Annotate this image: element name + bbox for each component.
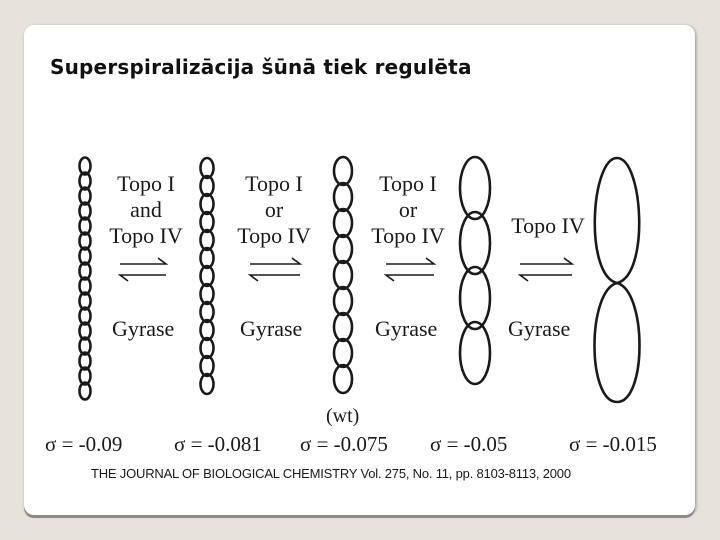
equilibrium-arrows-2 [250,258,300,281]
dna-supercoil-icon-1 [80,158,91,400]
slide-title: Superspiralizācija šūnā tiek regulēta [50,55,472,79]
enzyme-line: Topo IV [511,213,585,238]
forward-enzyme-label-2 [232,171,316,249]
enzyme-line: Topo IV [109,223,183,248]
enzyme-line: Topo IV [237,223,311,248]
sigma-value-4: σ = -0.05 [430,432,508,456]
reverse-enzyme-label-3: Gyrase [375,316,438,341]
dna-supercoil-icon-5 [595,158,640,402]
reverse-enzyme-label-4: Gyrase [508,316,571,341]
conjunction-line: or [398,197,418,222]
slide [24,25,695,515]
forward-enzyme-label-3 [366,171,450,249]
dna-supercoil-icon-2 [201,158,214,394]
forward-enzyme-label-4 [503,213,593,239]
enzyme-line: Topo IV [371,223,445,248]
enzyme-line: Topo I [379,171,437,196]
dna-supercoil-icon-4 [460,157,490,384]
equilibrium-arrows-1 [120,258,166,281]
dna-supercoil-icon-3 [334,157,352,393]
equilibrium-arrows-4 [520,258,572,281]
conjunction-line: and [130,197,162,222]
sigma-value-3: σ = -0.075 [300,432,388,456]
journal-citation: THE JOURNAL OF BIOLOGICAL CHEMISTRY Vol. 275, No. 11, pp. 8103-8113, 2000 [91,466,571,481]
reverse-enzyme-label-2: Gyrase [240,316,303,341]
forward-enzyme-label-1 [106,171,186,249]
enzyme-line: Topo I [117,171,175,196]
sigma-value-1: σ = -0.09 [45,432,123,456]
reverse-enzyme-label-1: Gyrase [112,316,175,341]
equilibrium-arrows-3 [386,258,434,281]
enzyme-line: Topo I [245,171,303,196]
sigma-value-5: σ = -0.015 [569,432,657,456]
wild-type-label: (wt) [326,405,360,427]
conjunction-line: or [264,197,284,222]
sigma-value-2: σ = -0.081 [174,432,262,456]
